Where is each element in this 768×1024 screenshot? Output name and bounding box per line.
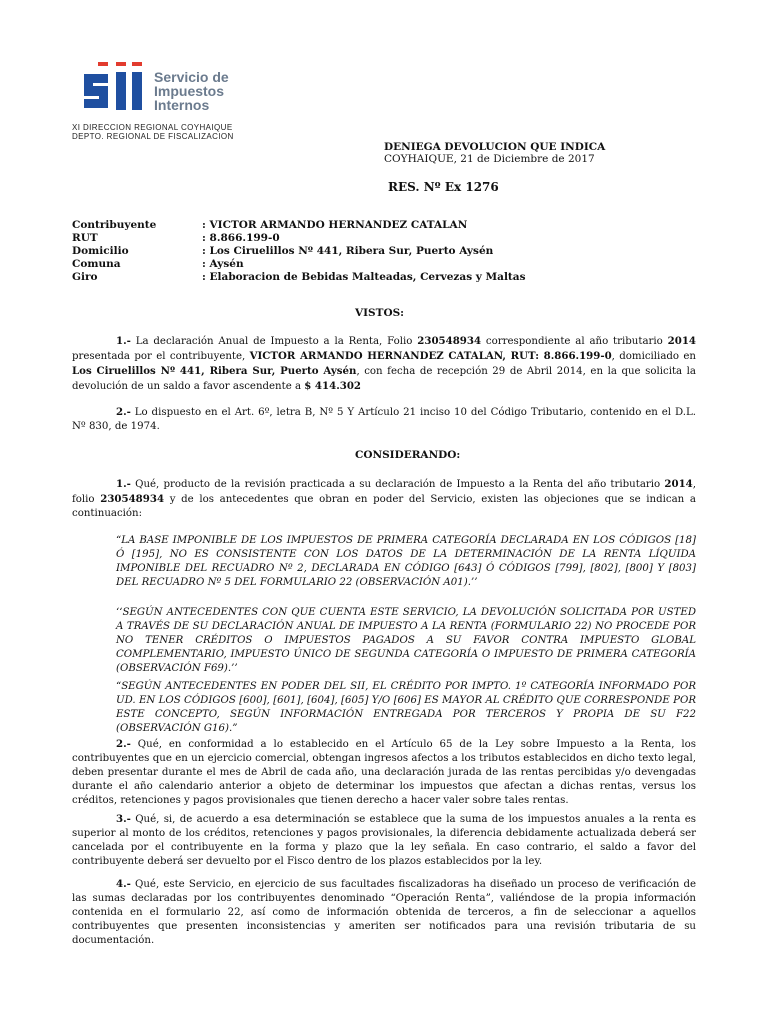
party-value: : Los Ciruelillos Nº 441, Ribera Sur, Puerto Aysén: [202, 245, 494, 257]
party-label: RUT: [72, 232, 98, 244]
party-value: : Elaboracion de Bebidas Malteadas, Cervezas y Maltas: [202, 271, 526, 283]
logo-line: Servicio de: [154, 69, 229, 85]
observation-quote-g16: “SEGÚN ANTECEDENTES EN PODER DEL SII, EL CRÉDITO POR IMPTO. 1º CATEGORÍA INFORMADO POR UD. EN LOS CÓDIGOS [600], [601], [604], [605] Y/O [606] ES MAYOR AL CRÉDITO QUE CORRESPONDE POR ESTE CONCEPTO, SEGÚN INFORMACIÓN ENTREGADA POR TERCEROS Y PROPIA DE SU F22 (OBSERVACIÓN G16).”: [116, 681, 696, 734]
sii-logo: [80, 60, 270, 122]
text-run: Qué, producto de la revisión practicada a su declaración de Impuesto a la Renta del año tributario: [130, 479, 665, 490]
bold-run: 2.-: [116, 406, 131, 418]
place-date: COYHAIQUE, 21 de Diciembre de 2017: [384, 153, 595, 165]
observation-quote-f69: ‘‘SEGÚN ANTECEDENTES CON QUE CUENTA ESTE SERVICIO, LA DEVOLUCIÓN SOLICITADA POR USTED A TRAVÉS DE SU DECLARACIÓN ANUAL DE IMPUESTO A LA RENTA (FORMULARIO 22) NO PROCEDE POR NO TENER CRÉDITOS O IMPUESTOS PAGADOS A SU FAVOR CONTRA IMPUESTO GLOBAL COMPLEMENTARIO, IMPUESTO ÚNICO DE SEGUNDA CATEGORÍA O IMPUESTO DE PRIMERA CATEGORÍA (OBSERVACIÓN F69).’’: [116, 607, 696, 674]
text-run: correspondiente al año tributario: [481, 336, 668, 347]
bold-run: 2014: [667, 335, 696, 347]
bold-run: 230548934: [417, 335, 482, 347]
party-label: Giro: [72, 271, 98, 283]
party-value: : Aysén: [202, 258, 244, 270]
text-run: Lo dispuesto en el Art. 6º, letra B, Nº 5 Y Artículo 21 inciso 10 del Código Tributario, contenido en el D.L. Nº 830, de 1974.: [72, 407, 696, 432]
party-row: [72, 258, 526, 271]
resolution-number: RES. Nº Ex 1276: [388, 180, 499, 194]
bold-run: 1.-: [116, 335, 131, 347]
party-details: [72, 219, 526, 284]
sii-logo-mark-icon: [80, 60, 148, 122]
document-title: DENIEGA DEVOLUCION QUE INDICA: [384, 141, 606, 153]
section-title-considerando: CONSIDERANDO:: [355, 449, 461, 461]
bold-run: 4.-: [116, 878, 131, 890]
text-run: , domiciliado en: [611, 351, 696, 362]
party-label: Domicilio: [72, 245, 129, 257]
logo-line: Internos: [154, 97, 210, 113]
bold-run: 230548934: [100, 493, 165, 505]
bold-run: 2.-: [116, 738, 131, 750]
vistos-paragraph-2: [72, 405, 696, 434]
bold-run: 2014: [664, 478, 693, 490]
party-row: [72, 232, 526, 245]
logo-wordmark: [154, 70, 229, 112]
bold-run: VICTOR ARMANDO HERNANDEZ CATALAN, RUT: 8.866.199-0: [249, 350, 612, 362]
bold-run: Los Ciruelillos Nº 441, Ribera Sur, Puerto Aysén: [72, 365, 357, 377]
text-run: La declaración Anual de Impuesto a la Renta, Folio: [130, 336, 418, 347]
considerando-paragraph-3: [72, 812, 696, 869]
text-run: , con fecha de recepción 29 de Abril 2014, en la que solicita la devolución de un saldo a favor ascendente a: [72, 366, 696, 392]
party-row: [72, 219, 526, 232]
logo-line: Impuestos: [154, 83, 225, 99]
vistos-paragraph-1: [72, 334, 696, 394]
party-value: : VICTOR ARMANDO HERNANDEZ CATALAN: [202, 219, 468, 231]
observation-quote-a01: “LA BASE IMPONIBLE DE LOS IMPUESTOS DE PRIMERA CATEGORÍA DECLARADA EN LOS CÓDIGOS [18] Ó [195], NO ES CONSISTENTE CON LOS DATOS DE LA DETERMINACIÓN DE LA RENTA LÍQUIDA IMPONIBLE DEL RECUADRO Nº 2, DECLARADA EN CÓDIGO [643] Ó CÓDIGOS [799], [802], [800] Y [803] DEL RECUADRO Nº 5 DEL FORMULARIO 22 (OBSERVACIÓN A01).’’: [116, 535, 696, 588]
text-run: presentada por el contribuyente,: [72, 351, 250, 362]
party-label: Comuna: [72, 258, 121, 270]
considerando-paragraph-4: [72, 877, 696, 948]
party-row: [72, 271, 526, 284]
party-value: : 8.866.199-0: [202, 232, 280, 244]
text-run: , folio: [72, 479, 696, 505]
considerando-paragraph-1: [72, 477, 696, 521]
bold-run: 1.-: [116, 478, 131, 490]
text-run: Qué, en conformidad a lo establecido en el Artículo 65 de la Ley sobre Impuesto a la Renta, los contribuyentes que en un ejercicio comercial, obtengan ingresos afectos a los tributos establecidos en dicho texto legal, deben presentar durante el mes de Abril de cada año, una declaración jurada de las rentas percibidas y/o devengadas durante el año calendario anterior a objeto de determinar los impuestos que afectan a dichas rentas, versus los créditos, retenciones y pagos provisionales que tienen derecho a hacer valer sobre tales rentas.: [72, 739, 696, 806]
bold-run: $ 414.302: [304, 380, 362, 392]
text-run: y de los antecedentes que obran en poder del Servicio, existen las objeciones que se indican a continuación:: [72, 494, 696, 519]
department-line: XI DIRECCION REGIONAL COYHAIQUE: [72, 123, 233, 132]
text-run: Qué, este Servicio, en ejercicio de sus facultades fiscalizadoras ha diseñado un proceso de verificación de las sumas declaradas por los contribuyentes denominado “Operación Renta”, valiéndose de la propia información contenida en el formulario 22, así como de información obtenida de terceros, a fin de seleccionar a aquellos contribuyentes que presenten inconsistencias y ameriten ser notificados para una revisión tributaria de su documentación.: [72, 879, 696, 946]
text-run: Qué, si, de acuerdo a esa determinación se establece que la suma de los impuestos anuales a la renta es superior al monto de los créditos, retenciones y pagos provisionales, la diferencia debidamente actualizada deberá ser cancelada por el contribuyente en la forma y plazo que la ley señala. En caso contrario, el saldo a favor del contribuyente deberá ser devuelto por el Fisco dentro de los plazos establecidos por la ley.: [72, 814, 696, 867]
department-line: DEPTO. REGIONAL DE FISCALIZACION: [72, 132, 234, 141]
section-title-vistos: VISTOS:: [355, 307, 405, 319]
party-label: Contribuyente: [72, 219, 157, 231]
party-row: [72, 245, 526, 258]
considerando-paragraph-2: [72, 737, 696, 808]
bold-run: 3.-: [116, 813, 131, 825]
document-heading: [384, 141, 605, 165]
department-block: [72, 123, 234, 141]
